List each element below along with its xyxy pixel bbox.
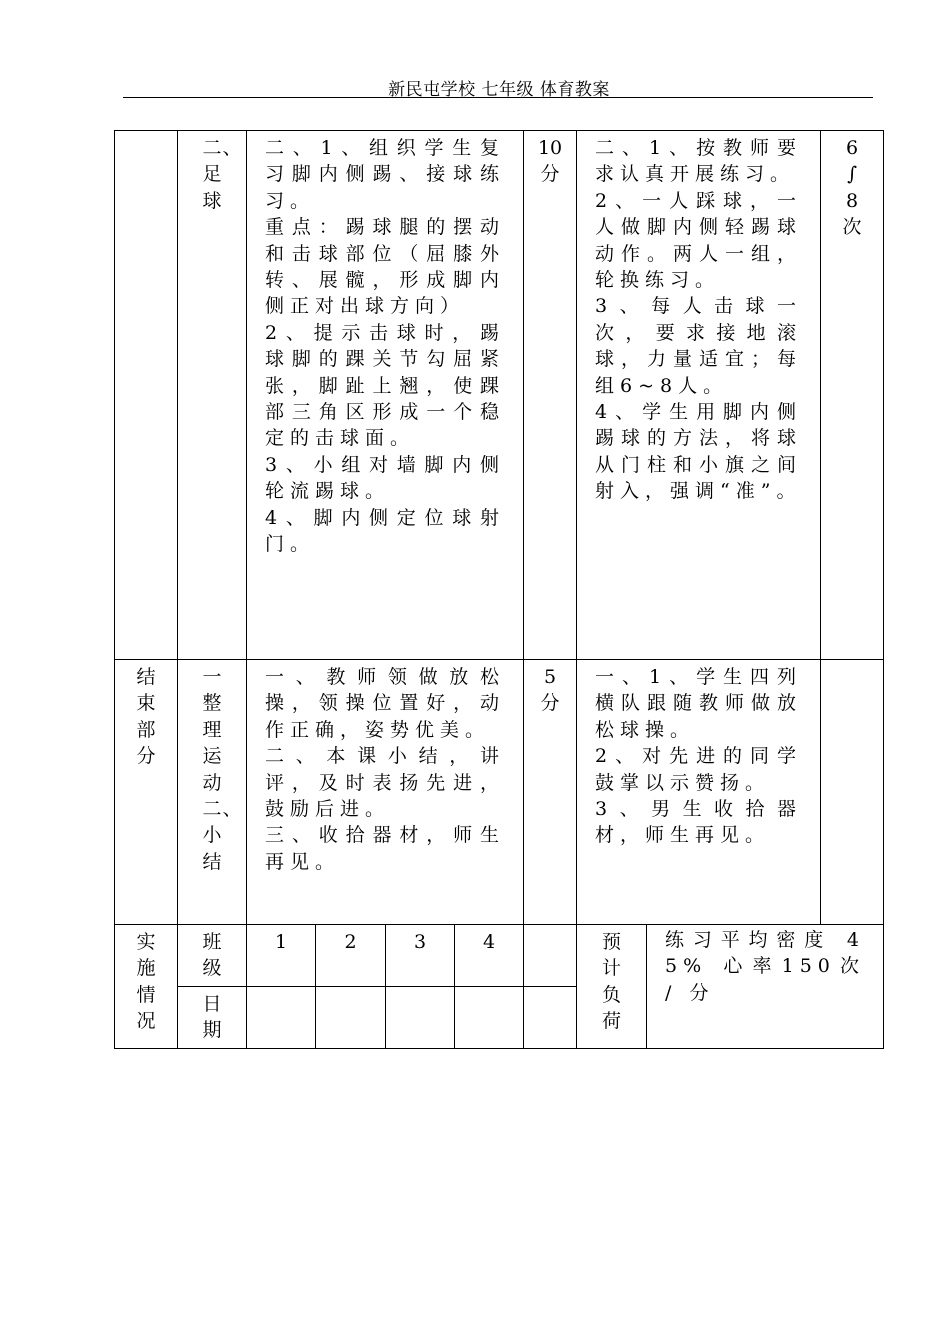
date-cell <box>455 986 524 1048</box>
table-row-ending <box>115 660 884 925</box>
time-cell <box>524 660 577 925</box>
implementation-label: 实施情况 <box>136 931 157 1033</box>
date-label: 日期 <box>202 992 223 1042</box>
method-paragraph: 2、一人踩球，一人做脚内侧轻踢球动作。两人一组，轮换练习。 <box>595 189 803 292</box>
class-number-cell: 4 <box>455 925 524 987</box>
class-number-cell: 1 <box>247 925 316 987</box>
method-paragraph: 一、1、学生四列横队跟随教师做放松球操。 <box>595 666 803 741</box>
part-cell <box>115 660 178 925</box>
time-cell <box>524 131 577 660</box>
table-row-football <box>115 131 884 660</box>
method-paragraph: 二、1、按教师要求认真开展练习。 <box>595 137 803 186</box>
content-paragraph: 二、1、组织学生复习脚内侧踢、接球练习。 <box>265 137 506 212</box>
load-text: 练习平均密度 45% 心率150次 / 分 <box>665 929 866 1004</box>
content-paragraph: 4、脚内侧定位球射门。 <box>265 506 506 556</box>
topic-text: 一整理运动二、小结 <box>202 666 243 873</box>
load-text-cell <box>647 925 884 1049</box>
content-paragraph: 2、提示击球时，踢球脚的踝关节勾屈紧张，脚趾上翘，使踝部三角区形成一个稳定的击球面。 <box>265 321 506 450</box>
class-label: 班级 <box>202 931 223 980</box>
topic-text: 二、足球 <box>202 137 243 212</box>
date-cell <box>247 986 316 1048</box>
content-paragraph: 重点：踢球腿的摆动和击球部位（屈膝外转、展髋，形成脚内侧正对出球方向） <box>265 216 506 318</box>
method-cell <box>577 660 821 925</box>
date-cell <box>316 986 386 1048</box>
page-header-title: 新民屯学校 七年级 体育教案 <box>388 80 610 100</box>
load-label-cell <box>577 925 647 1049</box>
class-number-cell: 3 <box>386 925 455 987</box>
part-cell <box>115 131 178 660</box>
topic-cell <box>178 660 247 925</box>
content-paragraph: 二、本课小结，讲评，及时表扬先进，鼓励后进。 <box>265 745 506 821</box>
reps-text: 6∫8次 <box>842 137 862 239</box>
class-number-cell: 2 <box>316 925 386 987</box>
load-label: 预计负荷 <box>602 931 623 1033</box>
part-text: 结束部分 <box>136 666 157 768</box>
date-label-cell <box>178 986 247 1048</box>
implementation-label-cell <box>115 925 178 1049</box>
empty-cell <box>524 925 577 987</box>
reps-cell <box>821 131 884 660</box>
method-paragraph: 2、对先进的同学鼓掌以示赞扬。 <box>595 745 803 794</box>
topic-cell <box>178 131 247 660</box>
reps-cell <box>821 660 884 925</box>
content-paragraph: 一、教师领做放松操，领操位置好，动作正确，姿势优美。 <box>265 666 506 741</box>
table-row-class <box>115 925 884 987</box>
date-cell <box>386 986 455 1048</box>
header-rule <box>123 97 873 98</box>
time-text: 5分 <box>540 666 560 715</box>
method-paragraph: 3、男生收拾器材，师生再见。 <box>595 798 803 847</box>
method-paragraph: 4、学生用脚内侧踢球的方法，将球从门柱和小旗之间射入，强调“准”。 <box>595 401 803 503</box>
content-cell <box>247 660 524 925</box>
method-cell <box>577 131 821 660</box>
content-paragraph: 三、收拾器材，师生再见。 <box>265 824 506 873</box>
time-text: 10分 <box>537 137 563 186</box>
lesson-plan-table <box>114 130 884 1049</box>
content-cell <box>247 131 524 660</box>
method-paragraph: 3、每人击球一次，要求接地滚球，力量适宜；每组6~8人。 <box>595 295 803 397</box>
class-label-cell <box>178 925 247 987</box>
empty-cell <box>524 986 577 1048</box>
content-paragraph: 3、小组对墙脚内侧轮流踢球。 <box>265 453 506 503</box>
